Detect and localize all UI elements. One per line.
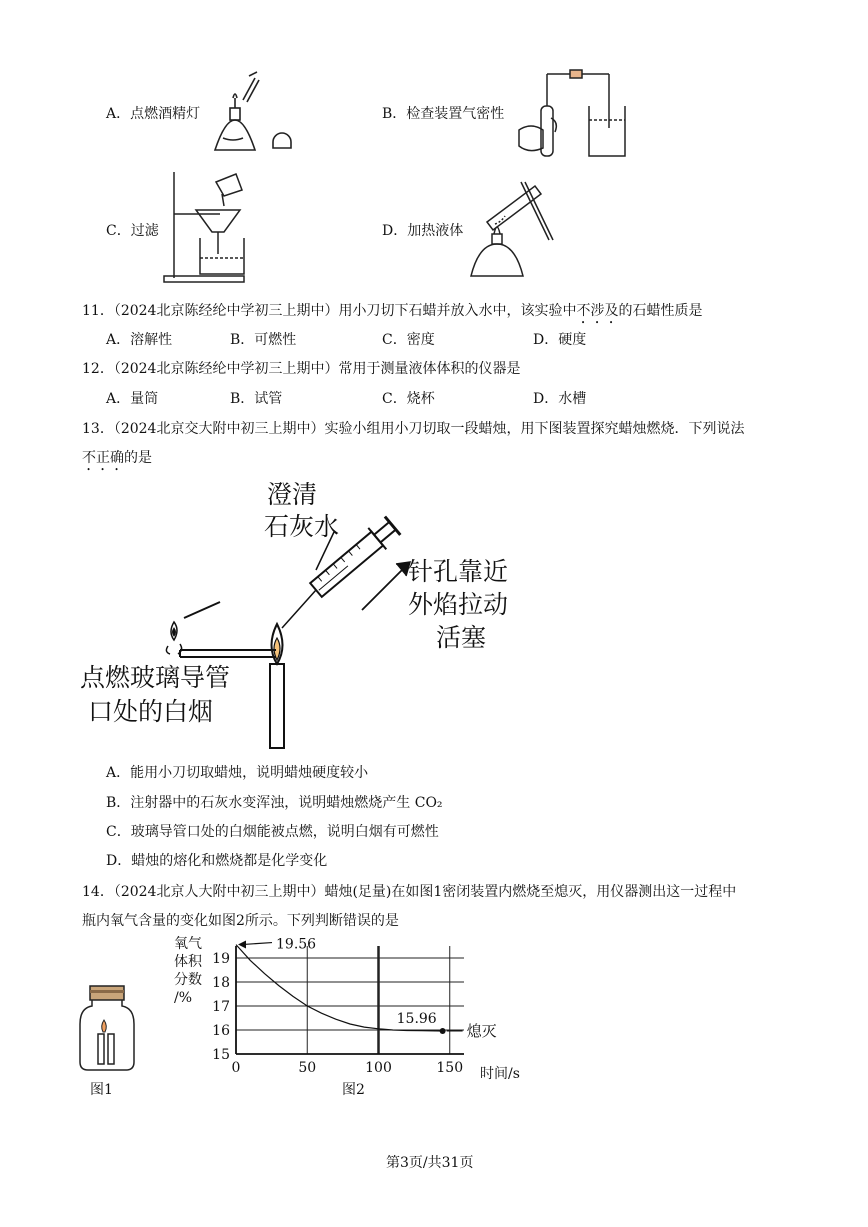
q13-stem-post: 的是 [124, 450, 152, 466]
q12-option-d: D．水槽 [533, 391, 587, 407]
q10-option-a: A．点燃酒精灯 [106, 106, 201, 122]
x-tick-label: 50 [298, 1060, 317, 1076]
x-tick-label: 100 [365, 1060, 392, 1076]
q11-stem-pre: 11．（2024北京陈经纶中学初三上期中）用小刀切下石蜡并放入水中，该实验中 [82, 303, 577, 319]
y-tick-label: 16 [212, 1023, 230, 1039]
label-smoke-1: 点燃玻璃导管 [80, 663, 231, 692]
q11-stem-emphasis: 不涉及 [576, 303, 619, 319]
fig1-caption: 图1 [90, 1082, 113, 1098]
y-axis-label: 分数 [174, 972, 202, 988]
annotation-arrow [242, 943, 272, 945]
q11-option-d: D．硬度 [533, 332, 587, 348]
pull-direction-arrow [362, 570, 402, 610]
q11-option-c: C．密度 [382, 332, 435, 348]
heating-liquid-figure [465, 178, 555, 283]
q11-stem-post: 的石蜡性质是 [618, 303, 703, 319]
q13-option-b: B．注射器中的石灰水变浑浊，说明蜡烛燃烧产生 CO₂ [106, 795, 443, 811]
x-axis-label: 时间/s [480, 1066, 520, 1082]
oxygen-chart [160, 934, 540, 1084]
annotation-start-value: 19.56 [276, 936, 317, 953]
label-limewater-2: 石灰水 [264, 512, 340, 541]
alcohol-lamp-lighting-figure [205, 72, 320, 157]
y-axis-label: 体积 [174, 954, 202, 970]
q11-option-b: B．可燃性 [230, 332, 297, 348]
y-tick-label: 17 [212, 999, 230, 1015]
q13-option-d: D．蜡烛的熔化和燃烧都是化学变化 [106, 853, 328, 869]
q11-option-a: A．溶解性 [106, 332, 173, 348]
q10-option-c: C．过滤 [106, 223, 159, 239]
q12-stem: 12．（2024北京陈经纶中学初三上期中）常用于测量液体体积的仪器是 [82, 361, 521, 377]
candle [270, 664, 284, 748]
end-point [440, 1028, 446, 1034]
q14-stem-line2: 瓶内氧气含量的变化如图2所示。下列判断错误的是 [82, 913, 399, 929]
x-tick-label: 0 [231, 1060, 241, 1076]
label-pull-1: 针孔靠近 [408, 557, 509, 586]
label-limewater-1: 澄清 [267, 480, 318, 509]
q10-option-b: B．检查装置气密性 [382, 106, 505, 122]
airtightness-check-figure [515, 68, 630, 163]
filtration-figure [160, 170, 260, 285]
label-smoke-2: 口处的白烟 [88, 697, 214, 726]
y-tick-label: 15 [212, 1047, 230, 1063]
y-tick-label: 19 [212, 951, 230, 967]
q13-stem-line2 [82, 449, 152, 474]
q13-option-a: A．能用小刀切取蜡烛，说明蜡烛硬度较小 [106, 765, 369, 781]
q12-option-c: C．烧杯 [382, 391, 435, 407]
fig2-caption: 图2 [342, 1082, 365, 1098]
y-tick-label: 18 [212, 975, 230, 991]
sealed-bottle-figure [78, 984, 138, 1072]
q10-option-d: D．加热液体 [382, 223, 464, 239]
q11-stem [82, 302, 702, 327]
q13-stem-emphasis: 不正确 [82, 450, 124, 466]
x-tick-label: 150 [436, 1060, 464, 1076]
q12-option-a: A．量筒 [106, 391, 159, 407]
q13-option-c: C．玻璃导管口处的白烟能被点燃，说明白烟有可燃性 [106, 824, 439, 840]
q14-stem-line1: 14．（2024北京人大附中初三上期中）蜡烛(足量)在如图1密闭装置内燃烧至熄灭，用仪器测出这一过程中 [82, 884, 737, 900]
y-axis-label: /% [174, 990, 193, 1006]
q13-stem-line1: 13．（2024北京交大附中初三上期中）实验小组用小刀切取一段蜡烛，用下图装置探究蜡烛燃烧．下列说法 [82, 421, 745, 437]
label-pull-2: 外焰拉动 [408, 590, 509, 619]
page-footer: 第3页/共31页 [386, 1155, 474, 1171]
q12-option-b: B．试管 [230, 391, 283, 407]
y-axis-label: 氧气 [174, 936, 202, 952]
annotation-extinguish: 熄灭 [466, 1021, 497, 1040]
syringe-needle [282, 590, 316, 628]
annotation-end-value: 15.96 [396, 1010, 437, 1027]
label-pull-3: 活塞 [436, 623, 487, 652]
